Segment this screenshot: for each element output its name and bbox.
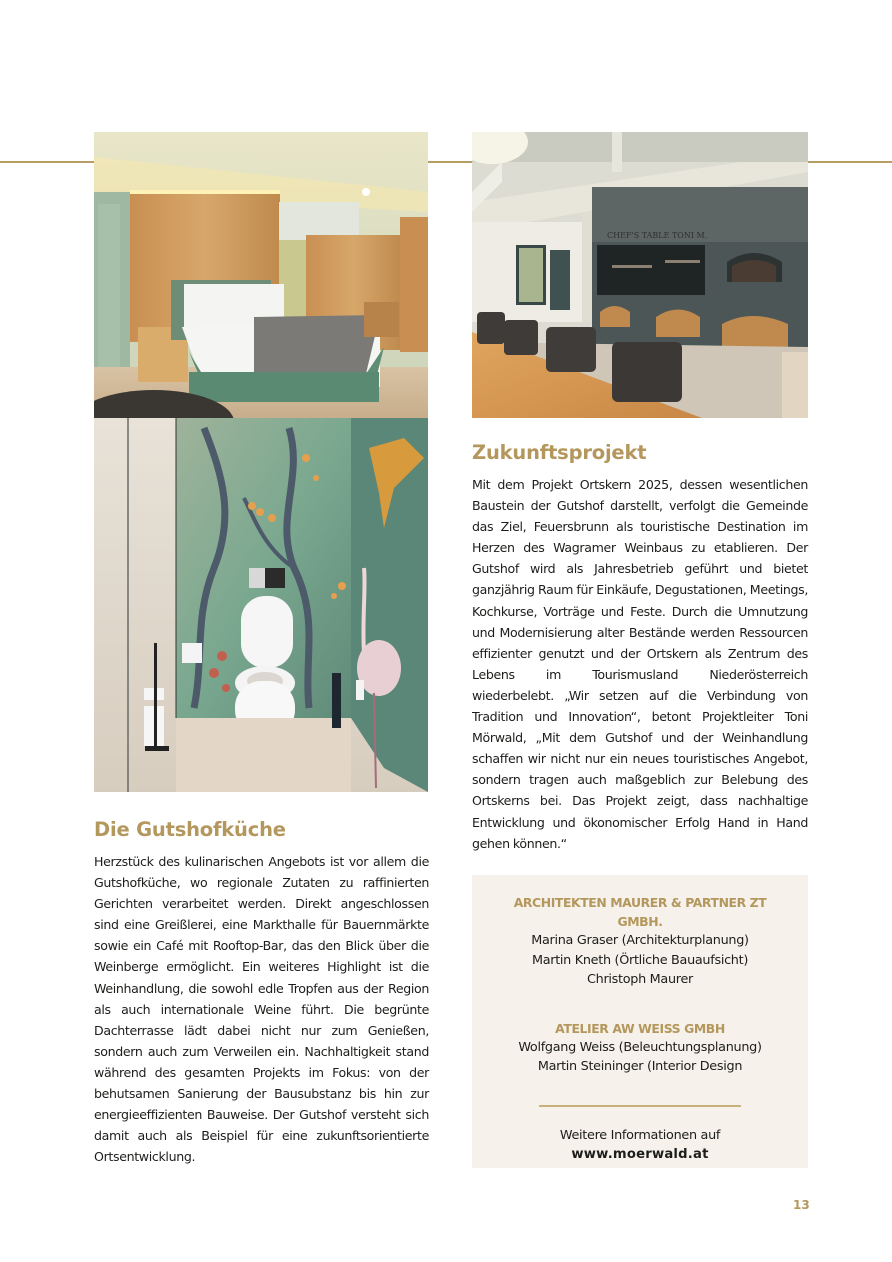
- credit-person: Martin Steininger (Interior Design: [537, 1059, 743, 1074]
- photo-bedroom: [94, 132, 428, 418]
- website-link[interactable]: www.moerwald.at: [571, 1147, 709, 1162]
- photo-bathroom: [94, 418, 428, 792]
- firm-name: ARCHITEKTEN MAURER & PARTNER ZT GMBH.: [513, 895, 767, 929]
- bathroom-illustration: [94, 418, 428, 792]
- credit-person: Christoph Maurer: [587, 972, 693, 987]
- firm-block: [472, 1019, 808, 1077]
- credits-infobox: [472, 875, 808, 1168]
- firm-name: ATELIER AW WEISS GMBH: [555, 1020, 725, 1036]
- infobox-divider: [539, 1105, 741, 1107]
- credit-person: Marina Graser (Architekturplanung): [531, 933, 749, 948]
- credit-person: Martin Kneth (Örtliche Bauaufsicht): [531, 952, 749, 968]
- decorative-rule-middle: [428, 161, 472, 163]
- photo-chefs-table: [472, 132, 808, 418]
- decorative-rule-left: [0, 161, 94, 163]
- firm-block: [472, 875, 808, 990]
- chefs-table-sign: CHEF'S TABLE TONI M.: [607, 231, 708, 240]
- decorative-rule-right: [808, 161, 892, 163]
- more-info-label: Weitere Informationen auf: [559, 1127, 721, 1143]
- section-heading-zukunftsprojekt: Zukunftsprojekt: [472, 441, 647, 464]
- section-body-zukunftsprojekt: Mit dem Projekt Ortskern 2025, dessen wesentlichen Baustein der Gutshof darstellt, verfolgt die Gemeinde das Ziel, Feuersbrunn als touristische Destination im Herzen des Wagramer Weinbaus zu etablieren. Der Gutshof wird als Jahresbetrieb geführt und bietet ganzjährig Raum für Einkäufe, Degustationen, Meetings, Kochkurse, Vorträge und Feste. Durch die Umnutzung und Modernisierung alter Bestände werden Ressourcen effizienter genutzt und der Ortskern als Zentrum des Lebens im Tourismusland Niederösterreich wiederbelebt. „Wir setzen auf die Verbindung von Tradition und Innovation“, betont Projektleiter Toni Mörwald, „Mit dem Gutshof und der Weinhandlung schaffen wir nicht nur ein neues touristisches Angebot, sondern tragen auch maßgeblich zur Belebung des Ortskerns bei. Das Projekt zeigt, dass nachhaltige Entwicklung und ökonomischer Erfolg Hand in Hand gehen können.“: [472, 477, 808, 851]
- bedroom-illustration: [94, 132, 428, 418]
- section-heading-gutshofkueche: Die Gutshofküche: [94, 818, 286, 841]
- credit-person: Wolfgang Weiss (Beleuchtungsplanung): [518, 1039, 762, 1055]
- section-body-gutshofkueche: Herzstück des kulinarischen Angebots ist vor allem die Gutshofküche, wo regionale Zutaten zu raffinierten Gerichten verarbeitet werden. Direkt angeschlossen sind eine Greißlerei, eine Markthalle für Bauernmärkte sowie ein Café mit Rooftop-Bar, das den Blick über die Weinberge ermöglicht. Ein weiteres Highlight ist die Weinhandlung, die sowohl edle Tropfen aus der Region als auch internationale Weine führt. Die begrünte Dachterrasse lädt dabei nicht nur zum Genießen, sondern auch zum Verweilen ein. Nachhaltigkeit stand während des gesamten Projekts im Fokus: von der behutsamen Sanierung der Bausubstanz bis hin zur energieeffizienten Bauweise. Der Gutshof versteht sich damit auch als Beispiel für eine zukunftsorientierte Ortsentwicklung.: [94, 854, 429, 1165]
- chefs-table-illustration: [472, 132, 808, 418]
- page-number: 13: [793, 1198, 810, 1212]
